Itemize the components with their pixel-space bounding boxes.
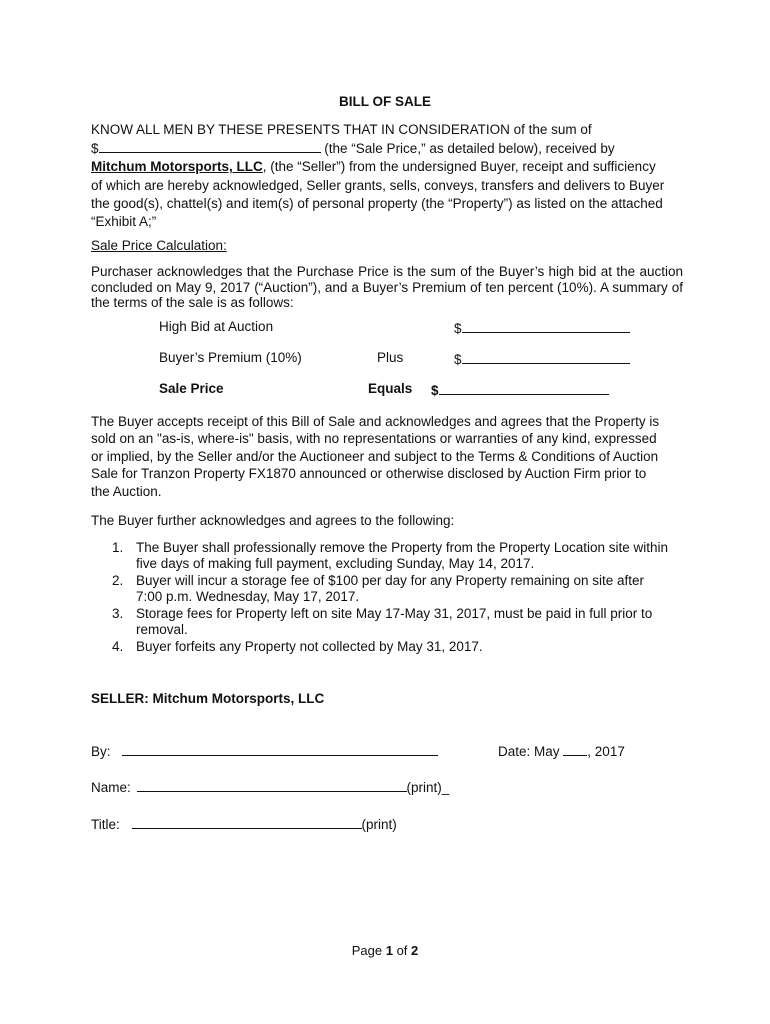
intro-paragraph [91, 121, 683, 231]
list-item [112, 606, 672, 637]
list-item-text: Buyer forfeits any Property not collected by May 31, 2017. [136, 639, 483, 654]
list-item-number: 3. [112, 606, 124, 621]
intro-line-3-rest: , (the “Seller”) from the undersigned Buyer, receipt and sufficiency [262, 159, 656, 175]
list-item-text: Storage fees for Property left on site May 17-May 31, 2017, must be paid in full prior to removal. [136, 606, 653, 637]
premium-label: Buyer’s Premium (10%) [159, 350, 302, 365]
accept-line-5: the Auction. [91, 483, 162, 499]
seller-name: Mitchum Motorsports, LLC [91, 159, 263, 175]
seller-block-heading: SELLER: Mitchum Motorsports, LLC [91, 691, 325, 706]
name-blank[interactable] [137, 778, 407, 792]
list-item [112, 540, 672, 571]
intro-line-2-rest: (the “Sale Price,” as detailed below), received by [324, 141, 615, 157]
intro-line-2 [91, 139, 683, 158]
intro-line-1: KNOW ALL MEN BY THESE PRESENTS THAT IN CONSIDERATION of the sum of [91, 122, 592, 137]
accept-line-2: sold on an "as-is, where-is" basis, with no representations or warranties of any kind, expressed [91, 431, 657, 447]
sale-price-label: Sale Price [159, 381, 224, 396]
high-bid-dollar: $ [454, 321, 462, 336]
list-item-text: Buyer will incur a storage fee of $100 per day for any Property remaining on site after 7:00 p.m. Wednesday, May 17, 2017. [136, 573, 645, 604]
page-footer [0, 943, 770, 958]
list-item-number: 2. [112, 573, 124, 588]
intro-line-6: “Exhibit A;” [91, 214, 157, 230]
by-signature-blank[interactable] [122, 742, 438, 756]
sum-blank[interactable] [99, 139, 321, 153]
further-acknowledges: The Buyer further acknowledges and agrees to the following: [91, 513, 455, 528]
high-bid-label: High Bid at Auction [159, 319, 274, 334]
premium-blank[interactable] [462, 350, 630, 364]
sale-price-operator: Equals [368, 381, 413, 396]
acceptance-paragraph [91, 413, 683, 500]
accept-line-3: or implied, by the Seller and/or the Auctioneer and subject to the Terms & Conditions of Auction [91, 448, 659, 464]
footer-of-word: of [396, 943, 408, 958]
footer-current-page: 1 [385, 943, 393, 958]
accept-line-1: The Buyer accepts receipt of this Bill of Sale and acknowledges and agrees that the Property is [91, 414, 660, 429]
sum-dollar-sign: $ [91, 141, 99, 157]
name-line [91, 778, 449, 795]
terms-list [112, 540, 672, 657]
sale-price-blank[interactable] [439, 381, 609, 395]
calc-heading: Sale Price Calculation: [91, 238, 227, 253]
high-bid-field [454, 319, 630, 336]
title-label: Title: [91, 817, 120, 832]
intro-line-3 [91, 158, 683, 176]
list-item-number: 1. [112, 540, 124, 555]
footer-page-word: Page [351, 943, 383, 958]
by-line [91, 742, 438, 759]
premium-field [454, 350, 630, 367]
name-print-label: (print)_ [406, 780, 450, 795]
premium-dollar: $ [454, 352, 462, 367]
accept-line-4: Sale for Tranzon Property FX1870 announced or otherwise disclosed by Auction Firm prior to [91, 466, 647, 482]
sale-price-field [431, 381, 609, 398]
name-label: Name: [91, 780, 131, 795]
title-blank[interactable] [132, 815, 362, 829]
date-year: , 2017 [587, 744, 625, 759]
date-line [498, 742, 625, 759]
by-label: By: [91, 744, 111, 759]
date-label: Date: May [498, 744, 560, 759]
list-item-text: The Buyer shall professionally remove the Property from the Property Location site within five days of making full payment, excluding Sunday, May 14, 2017. [136, 540, 668, 571]
title-print-label: (print) [361, 817, 397, 832]
title-line [91, 815, 397, 832]
date-day-blank[interactable] [563, 742, 587, 756]
sale-price-dollar: $ [431, 383, 439, 398]
premium-operator: Plus [377, 350, 404, 365]
list-item-number: 4. [112, 639, 124, 654]
list-item [112, 639, 672, 655]
high-bid-blank[interactable] [462, 319, 630, 333]
intro-line-4: of which are hereby acknowledged, Seller grants, sells, conveys, transfers and delivers to Buyer [91, 177, 665, 193]
footer-total-pages: 2 [411, 943, 419, 958]
document-title: BILL OF SALE [338, 94, 431, 109]
list-item [112, 573, 672, 604]
calc-paragraph: Purchaser acknowledges that the Purchase Price is the sum of the Buyer’s high bid at the auction concluded on May 9, 2017 (“Auction”), and a Buyer’s Premium of ten percent (10%). A summary of the terms of the sale is as follows: [91, 264, 683, 310]
intro-line-5: the good(s), chattel(s) and item(s) of personal property (the “Property”) as listed on the attached [91, 195, 663, 211]
